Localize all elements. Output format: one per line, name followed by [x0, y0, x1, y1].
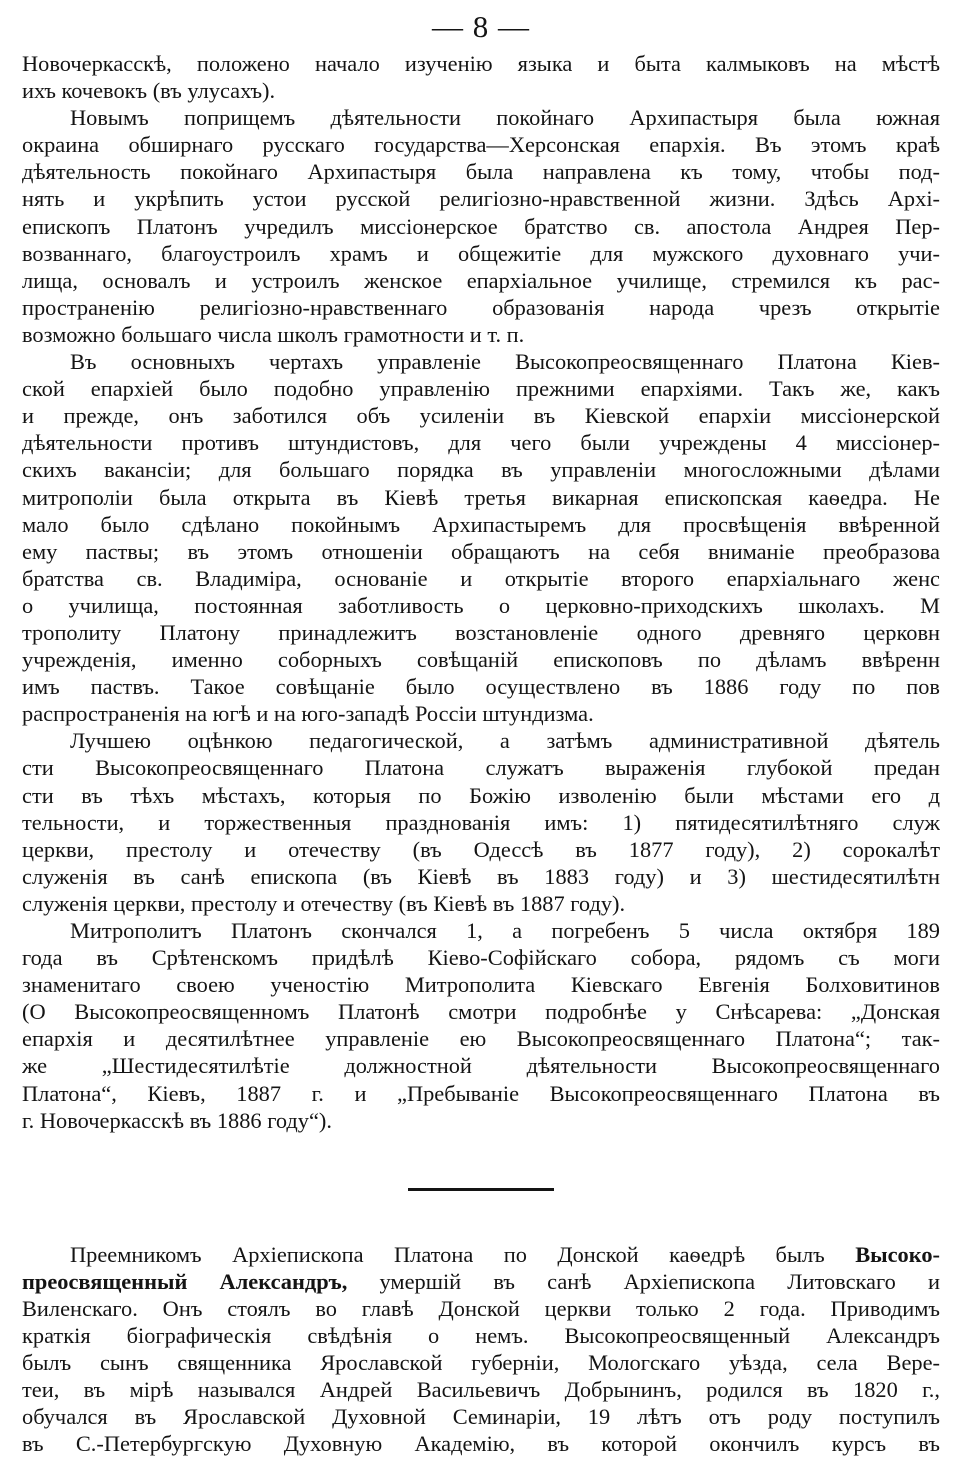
text-line: возваннаго, благоустроилъ храмъ и общежитіе для мужского духовнаго учи- — [22, 240, 940, 266]
text-line: сти Высокопреосвященнаго Платона служатъ выраженія глубокой предан — [22, 755, 940, 781]
text-line — [22, 1241, 940, 1268]
text-line: учрежденія, именно соборныхъ совѣщаній епископовъ по дѣламъ ввѣренн — [22, 647, 940, 673]
bold-name: преосвященный Александръ, — [22, 1268, 348, 1294]
text-line: тельности, и торжественныя празднованія имъ: 1) пятидесятилѣтняго служ — [22, 809, 940, 835]
text-line: Митрополитъ Платонъ скончался 1, а погребенъ 5 числа октября 189 — [70, 918, 940, 943]
text-line: Въ основныхъ чертахъ управленіе Высокопреосвященнаго Платона Кіев- — [70, 349, 940, 375]
text-line: распространенія на югѣ и на юго-западѣ Россіи штундизма. — [22, 701, 594, 727]
text-line: ихъ кочевокъ (въ улусахъ). — [22, 78, 276, 104]
text-line — [22, 1268, 940, 1295]
text-line: дѣятельность покойнаго Архипастыря была направлена къ тому, чтобы под- — [22, 159, 940, 185]
text-line: краткія біографическія свѣдѣнія о немъ. Высокопреосвященный Александръ — [22, 1323, 940, 1349]
text-line: сти въ тѣхъ мѣстахъ, которыя по Божію изволенію были мѣстами его д — [22, 782, 940, 808]
text-line: обучался въ Ярославской Духовной Семинаріи, 19 лѣтъ отъ роду поступилъ — [22, 1404, 940, 1430]
text-line: теи, въ мірѣ назывался Андрей Васильевичъ Добрынинъ, родился въ 1820 г., — [22, 1377, 940, 1403]
section-metropolitan-platon — [22, 50, 940, 1134]
text-line: ему паствы; въ этомъ отношеніи обращаютъ на себя вниманіе преобразова — [22, 538, 940, 564]
text-line: мало было сдѣлано покойнымъ Архипастыремъ для просвѣщенія ввѣренной — [22, 511, 940, 537]
text-line: Новымъ поприщемъ дѣятельности покойнаго Архипастыря была южная — [70, 105, 940, 131]
text-line: епископъ Платонъ учредилъ миссіонерское братство св. апостола Андрея Пер- — [22, 213, 940, 239]
text-line: трополиту Платону принадлежитъ возстановленіе одного древняго церковн — [22, 619, 940, 645]
text-line: епархія и десятилѣтнее управленіе ею Высокопреосвященнаго Платона“; так- — [22, 1026, 940, 1052]
text-line: Лучшею оцѣнкою педагогической, а затѣмъ административной дѣятель — [70, 728, 940, 754]
text-line: въ С.-Петербургскую Духовную Академію, въ которой окончилъ курсъ въ — [22, 1431, 940, 1457]
text-line: митрополіи была открыта въ Кіевѣ третья викарная епископская каѳедра. Не — [22, 484, 940, 510]
text-line: и прежде, онъ заботился объ усиленіи въ Кіевской епархіи миссіонерской — [22, 403, 940, 429]
text-line: имъ паствъ. Такое совѣщаніе было осуществлено въ 1886 году по пов — [22, 674, 940, 700]
page-number: — 8 — — [432, 9, 530, 44]
text-line: ской епархіей было подобно управленію прежними епархіями. Такъ же, какъ — [22, 376, 940, 402]
section-archbishop-alexander — [22, 1241, 940, 1458]
text-line: Виленскаго. Онъ стоялъ во главѣ Донской церкви только 2 года. Приводимъ — [22, 1295, 940, 1321]
text-line: о училища, постоянная заботливость о церковно-приходскихъ школахъ. М — [22, 592, 940, 618]
text-line: (О Высокопреосвященномъ Платонѣ смотри подробнѣе у Снѣсарева: „Донская — [22, 999, 940, 1025]
text-line: служенія въ санѣ епископа (въ Кіевѣ въ 1883 году) и 3) шестидесятилѣтн — [22, 863, 940, 889]
text-line: года въ Срѣтенскомъ придѣлѣ Кіево-Софійскаго собора, рядомъ съ моги — [22, 945, 940, 971]
text-line: скихъ вакансіи; для большаго порядка въ управленіи многосложными дѣлами — [22, 457, 940, 483]
text-line: Новочеркасскѣ, положено начало изученію языка и быта калмыковъ на мѣстѣ — [22, 51, 940, 76]
text-line: дѣятельности противъ штундистовъ, для чего были учреждены 4 миссіонер- — [22, 430, 940, 456]
text-line: окраина обширнаго русскаго государства—Херсонская епархія. Въ этомъ краѣ — [22, 132, 940, 158]
text-line: знаменитаго своею ученостію Митрополита Кіевскаго Евгенія Болховитинов — [22, 972, 940, 998]
text-line: братства св. Владиміра, основаніе и открытіе второго епархіальнаго женс — [22, 565, 940, 591]
bold-name: Высоко- — [855, 1241, 940, 1267]
text-run: Преемникомъ Архіепископа Платона по Донской каѳедрѣ былъ — [70, 1241, 856, 1267]
text-line: пространенію религіозно-нравственнаго образованія народа чрезъ открытіе — [22, 294, 940, 320]
book-page — [22, 10, 940, 1458]
text-line: церкви, престолу и отечеству (въ Одессѣ въ 1877 году), 2) сорокалѣт — [22, 836, 940, 862]
text-run: умершій въ санѣ Архіепископа Литовскаго и — [347, 1268, 940, 1294]
text-line: нять и укрѣпить устои русской религіозно-нравственной жизни. Здѣсь Архі- — [22, 186, 940, 212]
text-line: же „Шестидесятилѣтіе должностной дѣятельности Высокопреосвященнаго — [22, 1053, 940, 1079]
text-line: служенія церкви, престолу и отечеству (въ Кіевѣ въ 1887 году). — [22, 890, 626, 916]
text-line: возможно большаго числа школъ грамотности и т. п. — [22, 321, 525, 347]
text-line: г. Новочеркасскѣ въ 1886 году“). — [22, 1107, 332, 1133]
text-line: лища, основалъ и устроилъ женское епархіальное училище, стремился къ рас- — [22, 267, 940, 293]
text-line: былъ сынъ священника Ярославской губерніи, Мологскаго уѣзда, села Вере- — [22, 1350, 940, 1376]
section-divider — [408, 1188, 554, 1191]
text-line: Платона“, Кіевъ, 1887 г. и „Пребываніе Высокопреосвященнаго Платона въ — [22, 1080, 940, 1106]
